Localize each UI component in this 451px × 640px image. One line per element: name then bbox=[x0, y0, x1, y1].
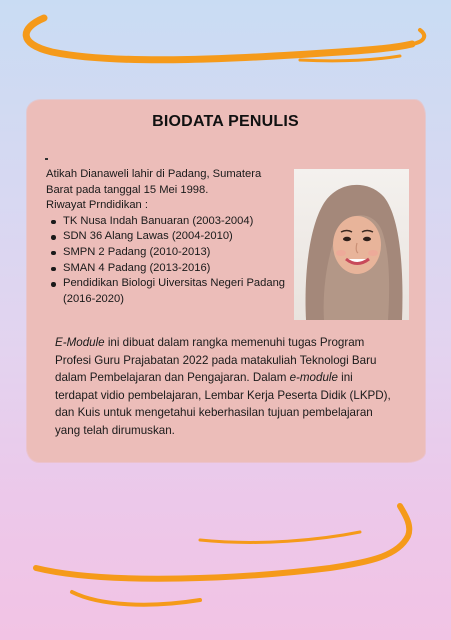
stray-dot bbox=[45, 158, 48, 160]
description-text-cont: ini terdapat vidio pembelajaran, Lembar Kerja Peserta Didik (LKPD), dan Kuis untuk mengetahui keberhasilan tujuan pembelajaran yang telah dirumuskan. bbox=[55, 371, 391, 437]
emodule-term-inline: e-module bbox=[289, 371, 338, 385]
education-item: Pendidikan Biologi Uiversitas Negeri Padang (2016-2020) bbox=[63, 276, 291, 307]
bottom-swoosh-tail bbox=[200, 532, 360, 542]
page-title: BIODATA PENULIS bbox=[152, 113, 299, 130]
module-description bbox=[55, 334, 395, 440]
author-portrait-icon bbox=[294, 169, 409, 320]
education-item: TK Nusa Indah Banuaran (2003-2004) bbox=[63, 214, 291, 230]
education-list bbox=[46, 214, 291, 308]
top-swoosh-hook bbox=[412, 30, 424, 44]
top-swoosh-main bbox=[26, 18, 412, 60]
education-item: SDN 36 Alang Lawas (2004-2010) bbox=[63, 229, 291, 245]
education-item: SMAN 4 Padang (2013-2016) bbox=[63, 261, 291, 277]
emodule-term: E-Module bbox=[55, 336, 105, 349]
bottom-swoosh-stroke bbox=[72, 592, 200, 605]
education-item: SMPN 2 Padang (2010-2013) bbox=[63, 245, 291, 261]
education-heading: Riwayat Prndidikan : bbox=[46, 199, 148, 212]
description-text: ini dibuat dalam rangka memenuhi tugas Program Profesi Guru Prajabatan 2022 pada matakuliah Teknologi Baru dalam Pembelajaran dan Pengajaran. Dalam bbox=[55, 336, 377, 385]
author-bio bbox=[46, 167, 291, 307]
author-photo bbox=[294, 169, 409, 320]
bio-intro: Atikah Dianaweli lahir di Padang, Sumatera Barat pada tanggal 15 Mei 1998. bbox=[46, 168, 262, 196]
